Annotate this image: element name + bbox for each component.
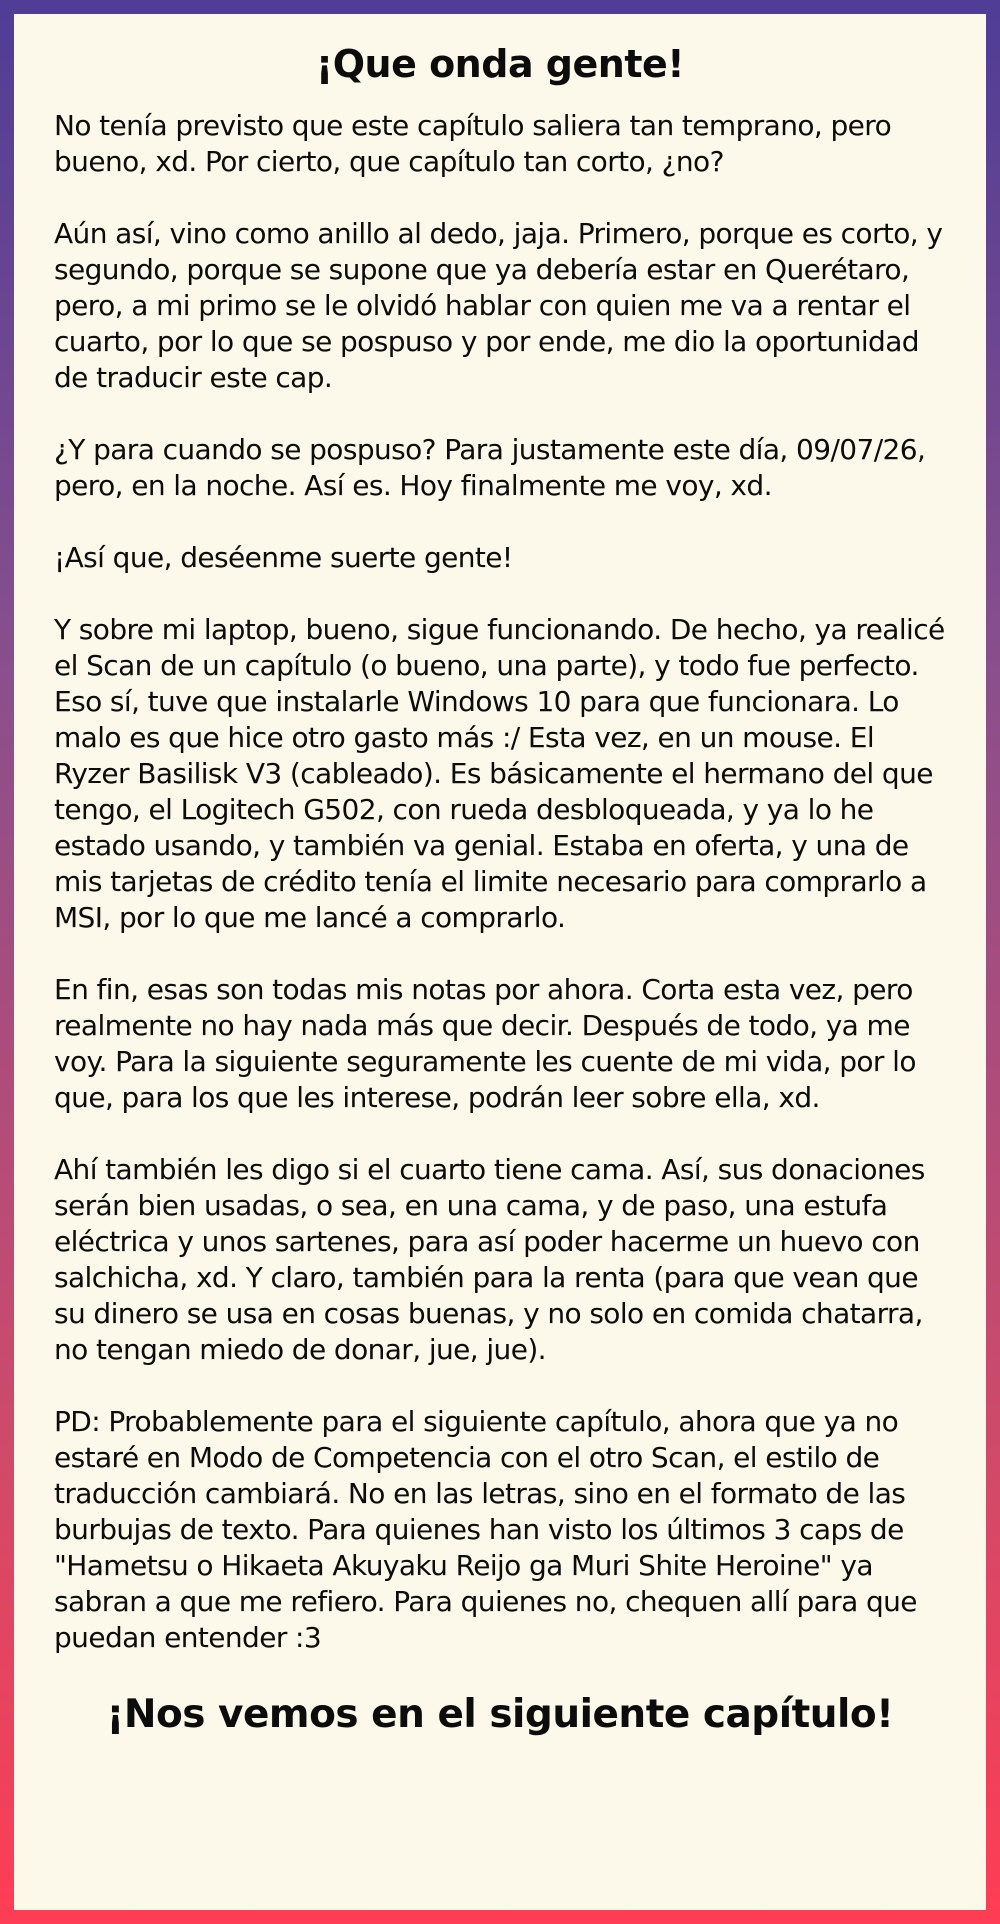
paragraph-donations: Ahí también les digo si el cuarto tiene cama. Así, sus donaciones serán bien usadas, o sea, en una cama, y de paso, una estufa eléctrica y unos sartenes, para así poder hacerme un huevo con salchicha, xd. Y claro, también para la renta (para que vean que su dinero se usa en cosas buenas, y no solo en comida chatarra, no tengan miedo de donar, jue, jue). [54, 1152, 925, 1366]
paragraph-good-luck: ¡Así que, deséenme suerte gente! [54, 540, 513, 574]
page-title: ¡Que onda gente! [315, 42, 685, 86]
paragraph-notes: En fin, esas son todas mis notas por ahora. Corta esta vez, pero realmente no hay nada más que decir. Después de todo, ya me voy. Para la siguiente seguramente les cuente de mi vida, por lo que, para los que les interese, podrán leer sobre ella, xd. [54, 972, 916, 1114]
paragraph-postscript: PD: Probablemente para el siguiente capítulo, ahora que ya no estaré en Modo de Competencia con el otro Scan, el estilo de traducción cambiará. No en las letras, sino en el formato de las burbujas de texto. Para quienes han visto los últimos 3 caps de "Hametsu o Hikaeta Akuyaku Reijo ga Muri Shite Heroine" ya sabran a que me refiero. Para quienes no, chequen allí para que puedan entender :3 [54, 1404, 917, 1654]
closing-message: ¡Nos vemos en el siguiente capítulo! [106, 1691, 894, 1737]
paragraph-date: ¿Y para cuando se pospuso? Para justamente este día, 09/07/26, pero, en la noche. Así es. Hoy finalmente me voy, xd. [54, 432, 926, 502]
notes-panel [14, 14, 986, 1910]
paragraph-intro: No tenía previsto que este capítulo saliera tan temprano, pero bueno, xd. Por cierto, que capítulo tan corto, ¿no? [54, 108, 892, 178]
paragraph-queretaro: Aún así, vino como anillo al dedo, jaja. Primero, porque es corto, y segundo, porque se supone que ya debería estar en Querétaro, pero, a mi primo se le olvidó hablar con quien me va a rentar el cuarto, por lo que se pospuso y por ende, me dio la oportunidad de traducir este cap. [54, 216, 943, 394]
paragraph-laptop: Y sobre mi laptop, bueno, sigue funcionando. De hecho, ya realicé el Scan de un capítulo (o bueno, una parte), y todo fue perfecto. Eso sí, tuve que instalarle Windows 10 para que funcionara. Lo malo es que hice otro gasto más :/ Esta vez, en un mouse. El Ryzer Basilisk V3 (cableado). Es básicamente el hermano del que tengo, el Logitech G502, con rueda desbloqueada, y ya lo he estado usando, y también va genial. Estaba en oferta, y una de mis tarjetas de crédito tenía el limite necesario para comprarlo a MSI, por lo que me lancé a comprarlo. [54, 612, 945, 934]
